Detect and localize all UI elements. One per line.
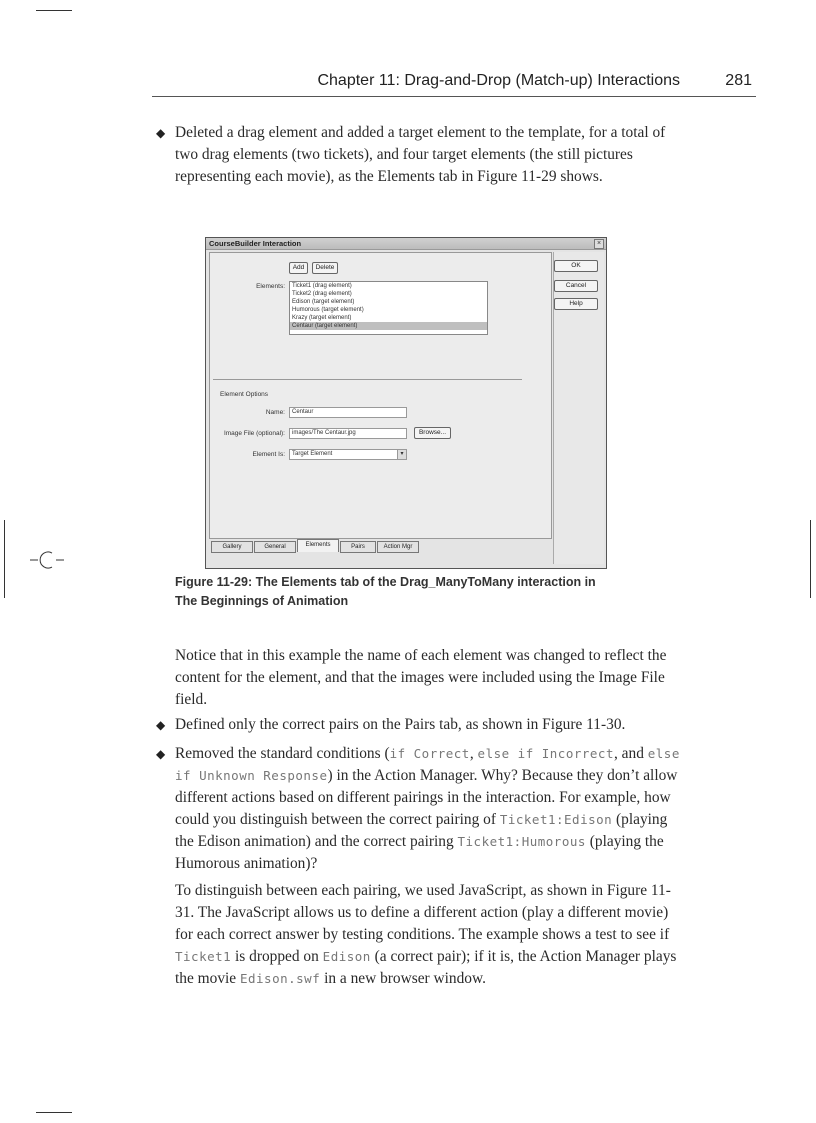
crop-mark-left-edge: [4, 520, 5, 598]
element-is-select[interactable]: [289, 449, 407, 460]
dialog-side-panel: [553, 252, 604, 564]
running-head: [152, 70, 756, 97]
browse-button[interactable]: Browse...: [414, 427, 451, 439]
ok-button[interactable]: OK: [554, 260, 598, 272]
list-item[interactable]: Humorous (target element): [292, 307, 364, 313]
text-run: Removed the standard conditions (: [175, 745, 390, 762]
text-run: ) in the Action Manager. Why? Because they don’t allow different actions based on different pairings in the interaction. For example, how could you distinguish between the correct pairing of: [175, 767, 678, 828]
bullet-marker: ◆: [156, 718, 166, 732]
text-run: (playing the Edison animation) and the correct pairing: [175, 811, 668, 850]
text-run: in a new browser window.: [320, 970, 486, 987]
image-file-input[interactable]: images/The Centaur.jpg: [289, 428, 407, 439]
element-is-label: Element Is:: [252, 451, 285, 458]
bullet-marker: ◆: [156, 747, 166, 761]
crop-mark-top-left: [36, 10, 72, 11]
elements-label: Elements:: [256, 283, 285, 290]
coursebuilder-dialog-screenshot: [205, 237, 607, 569]
list-item[interactable]: Ticket2 (drag element): [292, 291, 352, 297]
text-run: , and: [613, 745, 648, 762]
name-label: Name:: [265, 409, 285, 416]
code-edison-swf: Edison.swf: [239, 971, 321, 986]
text-run: is dropped on: [231, 948, 323, 965]
dialog-tab-bar: [209, 539, 550, 553]
dialog-main-panel: [209, 252, 552, 539]
code-edison: Edison: [322, 949, 371, 964]
element-options-label: Element Options: [220, 391, 269, 398]
help-button[interactable]: Help: [554, 298, 598, 310]
paragraph-removed-conditions: [175, 743, 687, 875]
paragraph-deleted-drag-element: Deleted a drag element and added a target element to the template, for a total of two drag elements (two tickets), and four target elements (the still pictures representing each movie), as the Elements tab in Figure 11-29 shows.: [175, 124, 666, 185]
tab-elements[interactable]: Elements: [297, 539, 339, 552]
delete-button[interactable]: Delete: [312, 262, 338, 274]
registration-mark: [30, 548, 66, 572]
cancel-button[interactable]: Cancel: [554, 280, 598, 292]
paragraph-notice: Notice that in this example the name of each element was changed to reflect the content for the element, and that the images were included using the Image File field.: [175, 647, 667, 708]
dialog-titlebar: [206, 238, 606, 250]
crop-mark-right-edge: [810, 520, 811, 598]
text-run: (a correct pair); if it is, the Action Manager plays the movie: [175, 948, 677, 987]
code-if-correct: if Correct: [389, 746, 470, 761]
tab-gallery[interactable]: Gallery: [211, 541, 253, 553]
paragraph-defined-pairs: Defined only the correct pairs on the Pairs tab, as shown in Figure 11-30.: [175, 716, 626, 733]
bullet-marker: ◆: [156, 126, 166, 140]
elements-listbox[interactable]: [289, 281, 488, 335]
options-divider: [213, 379, 522, 380]
caption-line-2: The Beginnings of Animation: [175, 594, 349, 608]
figure-caption: [175, 573, 695, 611]
paragraph-javascript: [175, 880, 687, 990]
image-file-label: Image File (optional):: [223, 430, 285, 437]
code-ticket1: Ticket1: [175, 949, 232, 964]
code-ticket1-edison: Ticket1:Edison: [499, 812, 613, 827]
tab-action-mgr[interactable]: Action Mgr: [377, 541, 419, 553]
element-is-value: Target Element: [292, 451, 333, 457]
crop-mark-bottom-left: [36, 1112, 72, 1113]
close-icon[interactable]: ×: [594, 239, 604, 249]
text-run: (playing the Humorous animation)?: [175, 833, 664, 872]
add-button[interactable]: Add: [289, 262, 308, 274]
chevron-down-icon[interactable]: ▾: [397, 450, 406, 459]
name-input[interactable]: Centaur: [289, 407, 407, 418]
list-item[interactable]: Ticket1 (drag element): [292, 283, 352, 289]
text-run: ,: [469, 745, 478, 762]
list-item[interactable]: Edison (target element): [292, 299, 355, 305]
chapter-title: Chapter 11: Drag-and-Drop (Match-up) Interactions: [317, 72, 680, 89]
list-item-selected[interactable]: Centaur (target element): [290, 322, 487, 330]
dialog-title: CourseBuilder Interaction: [209, 239, 302, 248]
tab-general[interactable]: General: [254, 541, 296, 553]
code-else-if-unknown-response: else if Unknown Response: [175, 746, 680, 783]
page-number: 281: [725, 72, 752, 89]
code-ticket1-humorous: Ticket1:Humorous: [457, 834, 586, 849]
code-else-if-incorrect: else if Incorrect: [477, 746, 614, 761]
caption-line-1: Figure 11-29: The Elements tab of the Drag_ManyToMany interaction in: [175, 575, 596, 589]
text-run: To distinguish between each pairing, we used JavaScript, as shown in Figure 11-31. The JavaScript allows us to define a different action (play a different movie) for each correct answer by testing conditions. The example shows a test to see if: [175, 882, 671, 943]
list-item[interactable]: Krazy (target element): [292, 315, 352, 321]
tab-pairs[interactable]: Pairs: [340, 541, 376, 553]
